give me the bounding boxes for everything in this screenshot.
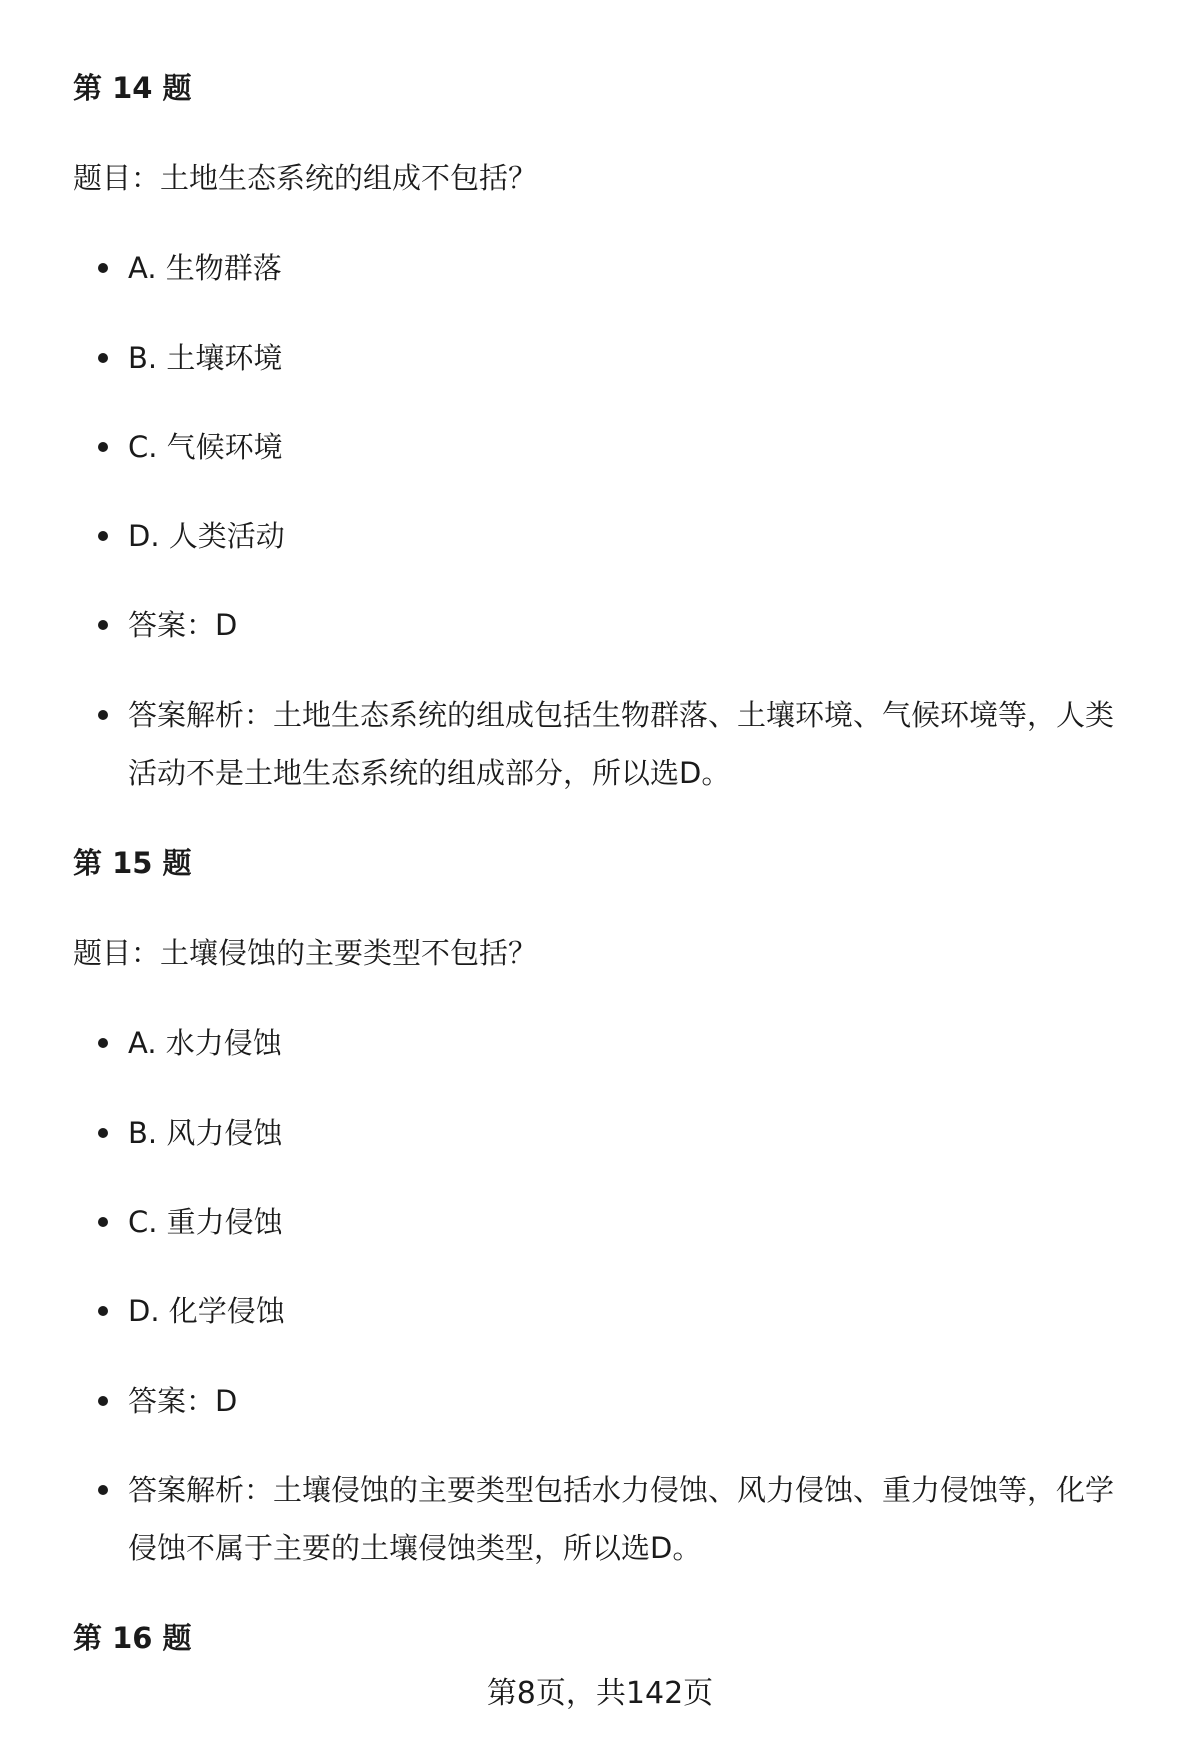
option-c: C. 重力侵蚀 (128, 1193, 1138, 1251)
option-a: A. 水力侵蚀 (128, 1014, 1138, 1072)
option-c: C. 气候环境 (128, 418, 1138, 476)
option-a: A. 生物群落 (128, 239, 1138, 297)
answer: 答案：D (128, 1372, 1138, 1430)
question-stem: 题目：土地生态系统的组成不包括？ (73, 161, 538, 195)
answer-analysis: 答案解析：土地生态系统的组成包括生物群落、土壤环境、气候环境等，人类活动不是土地生态系统的组成部分，所以选D。 (128, 686, 1138, 802)
question-stem: 题目：土壤侵蚀的主要类型不包括？ (73, 936, 538, 970)
option-d: D. 化学侵蚀 (128, 1282, 1138, 1340)
answer-analysis: 答案解析：土壤侵蚀的主要类型包括水力侵蚀、风力侵蚀、重力侵蚀等，化学侵蚀不属于主要的土壤侵蚀类型，所以选D。 (128, 1461, 1138, 1577)
option-b: B. 风力侵蚀 (128, 1104, 1138, 1162)
option-d: D. 人类活动 (128, 507, 1138, 565)
page-number-footer: 第8页，共142页 (486, 1676, 714, 1711)
question-heading: 第 14 题 (73, 71, 192, 105)
option-b: B. 土壤环境 (128, 329, 1138, 387)
answer: 答案：D (128, 596, 1138, 654)
question-heading: 第 16 题 (73, 1621, 192, 1655)
question-heading: 第 15 题 (73, 846, 192, 880)
